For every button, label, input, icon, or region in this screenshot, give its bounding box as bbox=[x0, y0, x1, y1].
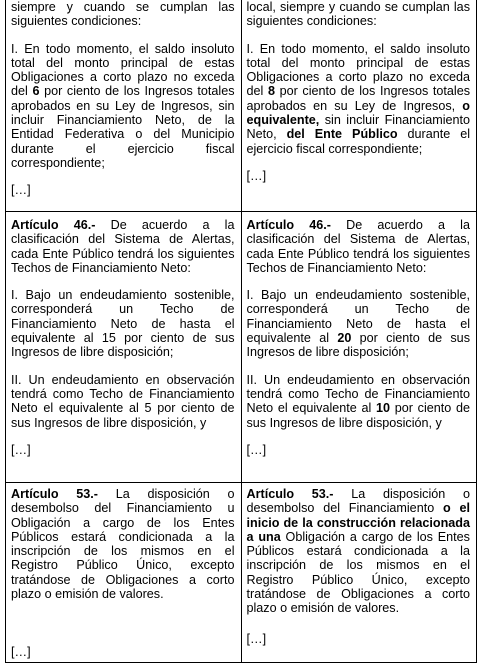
paragraph bbox=[247, 373, 471, 430]
ellipsis: […] bbox=[11, 645, 31, 660]
paragraph bbox=[247, 288, 471, 359]
bold-text: del Ente Público bbox=[286, 127, 398, 142]
bold-number: 8 bbox=[267, 84, 275, 99]
text-span: La disposición o desembolso del Financiamiento bbox=[246, 487, 470, 516]
paragraph bbox=[247, 0, 471, 29]
article-title: Artículo 53.- bbox=[246, 487, 334, 501]
table-cell-proposed-text bbox=[241, 212, 477, 483]
text-span: local, siempre y cuando se cumplan las siguientes condiciones: bbox=[246, 0, 470, 29]
text-span: sin incluir Financiamiento Neto, bbox=[246, 113, 470, 142]
bold-number: 10 bbox=[376, 401, 391, 416]
ellipsis: […] bbox=[11, 442, 31, 457]
bold-number: 20 bbox=[337, 331, 352, 346]
paragraph bbox=[11, 0, 235, 29]
text-span: I. Bajo un endeudamiento sostenible, corresponderá un Techo de Financiamiento Neto de hasta el equivalente al 15 por ciento de sus Ingresos de libre disposición; bbox=[11, 288, 235, 360]
text-span: De acuerdo a la clasificación del Sistema de Alertas, cada Ente Público tendrá los siguientes Techos de Financiamiento Neto: bbox=[11, 218, 235, 275]
text-span: I. Bajo un endeudamiento sostenible, corresponderá un Techo de Financiamiento Neto de hasta el equivalente al bbox=[246, 288, 470, 346]
table-row bbox=[6, 212, 477, 483]
paragraph bbox=[247, 42, 471, 156]
table-cell-proposed-text bbox=[241, 0, 477, 212]
table-row bbox=[6, 483, 477, 663]
article-title: Artículo 46.- bbox=[11, 218, 96, 232]
table-cell-current-text bbox=[6, 212, 242, 483]
table-cell-proposed-text bbox=[241, 483, 477, 663]
article-title: Artículo 46.- bbox=[246, 218, 331, 232]
paragraph bbox=[11, 218, 235, 275]
text-span: siempre y cuando se cumplan las siguientes condiciones: bbox=[11, 0, 235, 29]
bold-number: 6 bbox=[32, 84, 40, 99]
text-span: II. Un endeudamiento en observación tendrá como Techo de Financiamiento Neto el equivalente al 5 por ciento de sus Ingresos de libre disposición, y bbox=[11, 372, 235, 430]
text-span: I. En todo momento, el saldo insoluto total del monto principal de estas Obligaciones a corto plazo no exceda del bbox=[246, 41, 470, 99]
text-span: durante el ejercicio fiscal correspondiente; bbox=[246, 127, 471, 156]
table-cell-current-text bbox=[6, 483, 242, 663]
ellipsis: […] bbox=[246, 168, 267, 183]
paragraph bbox=[11, 288, 235, 359]
text-span: por ciento de los Ingresos totales aprobados en su Ley de Ingresos, sin incluir Financiamiento Neto, de la Entidad Federativa o del Municipio durante el ejercicio fiscal correspondiente; bbox=[11, 84, 235, 170]
paragraph bbox=[247, 487, 471, 616]
ellipsis: […] bbox=[11, 183, 31, 198]
table-row bbox=[6, 0, 477, 212]
paragraph bbox=[247, 218, 471, 275]
bold-text: o el inicio de la construcción relacionada a una bbox=[246, 501, 470, 544]
bold-text: o equivalente, bbox=[246, 98, 470, 128]
text-span: Obligación a cargo de los Entes Públicos estará condicionada a la inscripción de los mismos en el Registro Público Único, excepto tratándose de Obligaciones a corto plazo o emisión de valores. bbox=[246, 529, 470, 616]
text-span: por ciento de los Ingresos totales aprobados en su Ley de Ingresos, bbox=[246, 84, 470, 113]
paragraph bbox=[11, 373, 235, 430]
text-span: por ciento de sus Ingresos de libre disposición, y bbox=[246, 401, 470, 430]
comparison-table bbox=[5, 0, 477, 663]
text-span: De acuerdo a la clasificación del Sistema de Alertas, cada Ente Público tendrá los siguientes Techos de Financiamiento Neto: bbox=[246, 218, 470, 275]
ellipsis: […] bbox=[246, 442, 267, 457]
text-span: La disposición o desembolso del Financiamiento u Obligación a cargo de los Entes Públicos estará condicionada a la inscripción de los mismos en el Registro Público Único, excepto tratándose de Obligaciones a corto plazo o emisión de valores. bbox=[11, 487, 235, 602]
ellipsis: […] bbox=[246, 631, 267, 646]
text-span: I. En todo momento, el saldo insoluto total del monto principal de estas Obligaciones a corto plazo no exceda del bbox=[11, 41, 235, 99]
text-span: por ciento de sus Ingresos de libre disposición; bbox=[246, 331, 470, 360]
paragraph bbox=[11, 487, 235, 601]
paragraph bbox=[11, 42, 235, 171]
article-title: Artículo 53.- bbox=[11, 487, 98, 501]
text-span: II. Un endeudamiento en observación tendrá como Techo de Financiamiento Neto el equivalente al bbox=[246, 372, 470, 416]
table-cell-current-text bbox=[6, 0, 242, 212]
